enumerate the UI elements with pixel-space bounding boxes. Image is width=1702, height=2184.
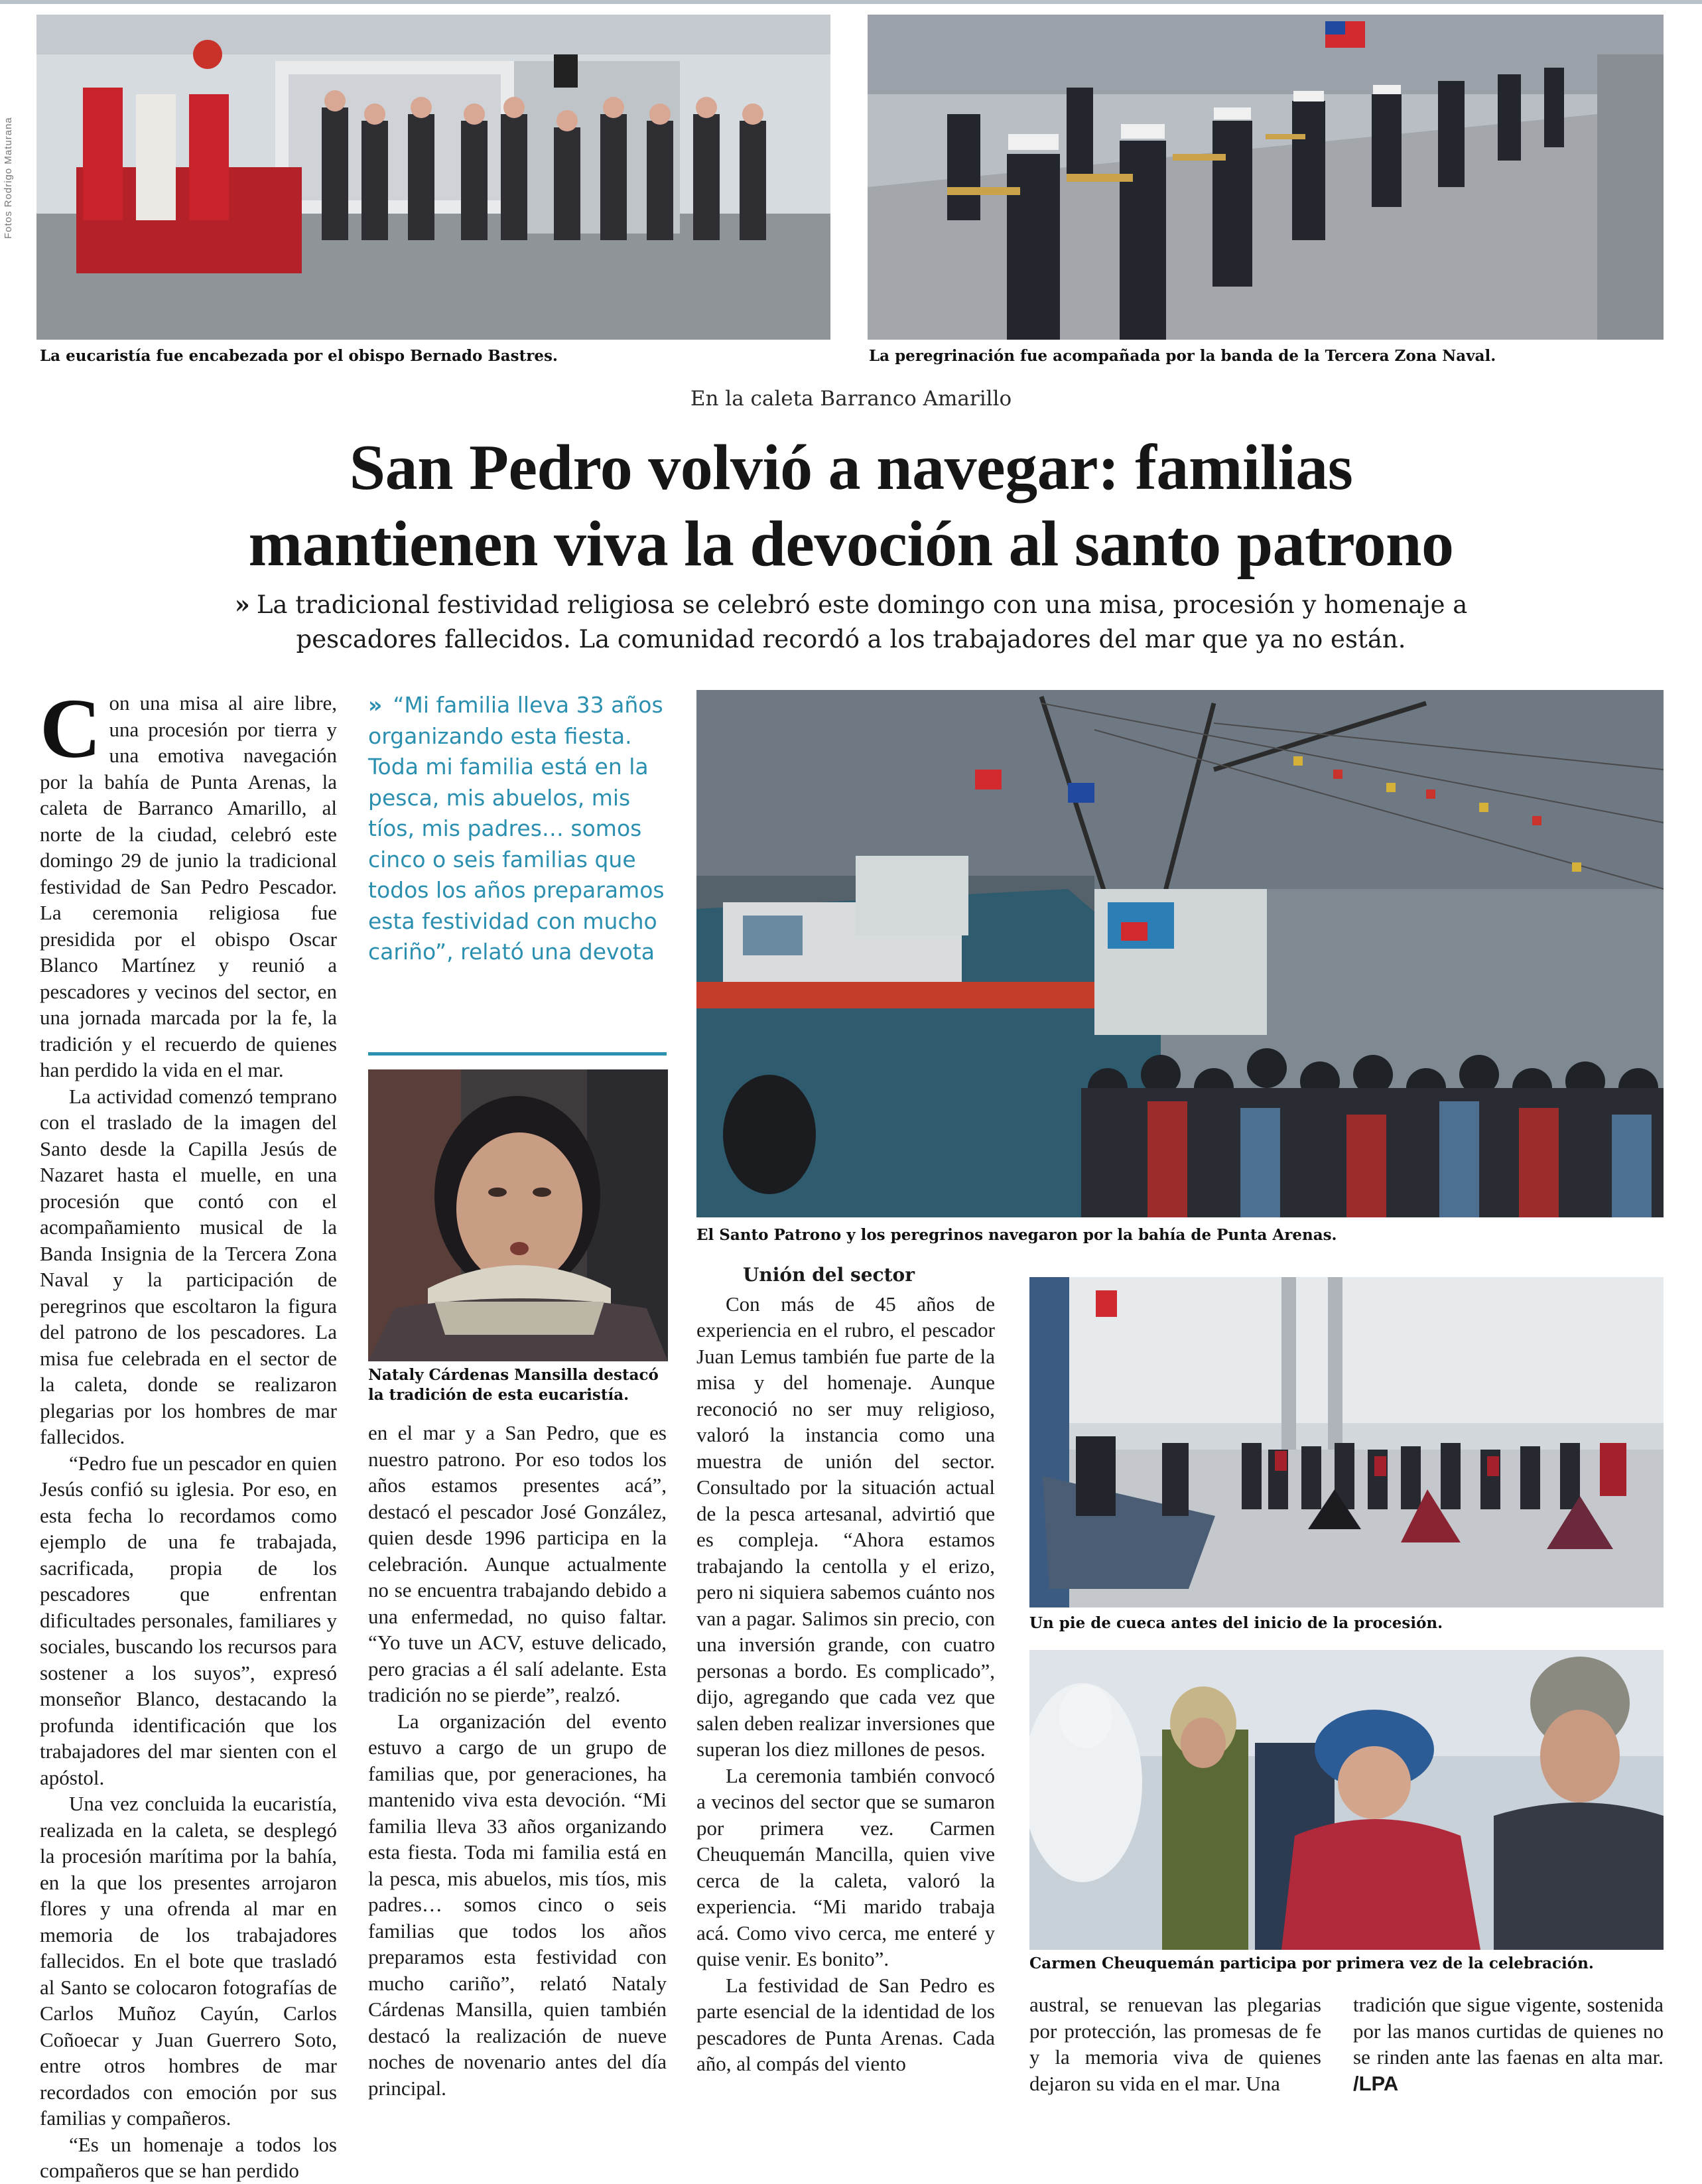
top-rule [0,0,1702,4]
photo-carmen [1029,1650,1664,1950]
body-column-1 [40,681,337,2184]
body-paragraph: Con más de 45 años de experiencia en el rubro, el pescador Juan Lemus también fue parte de la misa y del homenaje. Aunque reconoció no ser muy religioso, valoró la instancia como una muestra de unión del sector. Consultado por la situación actual de la pesca artesanal, advirtió que es compleja. “Ahora estamos trabajando la centolla y el erizo, pero ni siquiera sabemos cuánto nos van a pagar. Salimos sin precio, con una inversión grande, con cuatro personas a bordo. Es complicado”, dijo, agregando que cada vez que salen deben realizar inversiones que superan los diez millones de pesos. [696,1292,995,1761]
caption-photo-carmen: Carmen Cheuquemán participa por primera vez de la celebración. [1029,1954,1594,1972]
photo-naval-band [868,15,1664,340]
body-paragraph: Con una misa al aire libre, una procesión por tierra y una emotiva navegación por la bahía de Punta Arenas, la caleta de Barranco Amarillo, al norte de la ciudad, celebró este domingo 29 de junio la tradicional festividad de San Pedro Pescador. La ceremonia religiosa fue presidida por el obispo Oscar Blanco Martínez y reunió a pescadores y vecinos del sector, en una jornada marcada por la fe, la tradición y el recuerdo de quienes han perdido la vida en el mar. [40,681,337,1081]
photo-boat-procession [696,690,1664,1217]
photo-portrait-nataly [368,1069,668,1361]
body-paragraph: La festividad de San Pedro es parte esencial de la identidad de los pescadores de Punta Arenas. Cada año, al compás del viento [696,1973,995,2075]
body-paragraph: “Es un homenaje a todos los compañeros que se han perdido [40,2132,337,2182]
caption-photo-naval-band: La peregrinación fue acompañada por la banda de la Tercera Zona Naval. [869,347,1496,365]
photo-credit: Fotos Rodrigo Maturana [3,117,14,239]
drop-cap: C [40,681,101,776]
lead-arrow-icon: » [234,590,250,619]
body-paragraph: Una vez concluida la eucaristía, realizada en la caleta, se desplegó la procesión marítima por la bahía, en la que los presentes arrojaron flores y una ofrenda al mar en memoria de los trabajadores fallecidos. En el bote que trasladó al Santo se colocaron fotografías de Carlos Muñoz Cayún, Carlos Coñoecar y Juan Guerrero Soto, entre otros hombres de mar recordados con emoción por sus familias y compañeros. [40,1792,337,2130]
body-paragraph: La ceremonia también convocó a vecinos del sector que se sumaron por primera vez. Carmen Cheuquemán Mancilla, quien vive cerca de la caleta, valoró la experiencia. “Mi marido trabaja acá. Como vivo cerca, me enteré y quise venir. Es bonito”. [696,1763,995,1970]
body-paragraph: austral, se renuevan las plegarias por protección, las promesas de fe y la memoria viva de quienes dejaron su vida en el mar. Una [1029,1993,1321,2095]
lead-text: La tradicional festividad religiosa se celebró este domingo con una misa, procesión y homenaje a pescadores fallecidos. La comunidad recordó a los trabajadores del mar que ya no están. [256,590,1468,653]
photo-cueca-dance [1029,1277,1664,1607]
pull-quote-text: “Mi familia lleva 33 años organizando esta fiesta. Toda mi familia está en la pesca, mis abuelos, mis tíos, mis padres… somos cinco o seis familias que todos los años preparamos esta festividad con mucho cariño”, relató una devota [368,692,665,965]
photo-mass [36,15,830,340]
body-column-4 [1029,1992,1321,2096]
caption-photo-mass: La eucaristía fue encabezada por el obispo Bernado Bastres. [40,347,558,365]
headline-line-1: San Pedro volvió a navegar: familias [349,432,1353,504]
body-column-2 [368,1420,667,2101]
headline-line-2: mantienen viva la devoción al santo patrono [248,508,1454,580]
body-paragraph: La organización del evento estuvo a cargo de un grupo de familias que, por generaciones, ha mantenido viva esta devoción. “Mi familia lleva 33 años organizando esta fiesta. Toda mi familia está en la pesca, mis abuelos, mis tíos, mis padres… somos cinco o seis familias que todos los años preparamos esta festividad con mucho cariño”, relató Nataly Cárdenas Mansilla, quien también destacó la realización de nueve noches de novenario antes del día principal. [368,1709,667,2100]
body-paragraph: La actividad comenzó temprano con el traslado de la imagen del Santo desde la Capilla Jesús de Nazaret hasta el muelle, en una procesión que contó con el acompañamiento musical de la Banda Insignia de la Tercera Zona Naval y la participación de peregrinos que escoltaron la figura del patrono de los pescadores. La misa fue celebrada en el sector de la caleta, donde se realizaron plegarias por los hombres de mar fallecidos. [40,1084,337,1448]
pull-quote-arrow-icon: » [368,692,383,718]
body-paragraph: tradición que sigue vigente, sostenida por las manos curtidas de quienes no se rinden ante las faenas en alta mar. /LPA [1353,1993,1664,2095]
body-column-5 [1353,1992,1664,2096]
body-column-3 [696,1262,995,2077]
kicker: En la caleta Barranco Amarillo [690,387,1012,411]
author-signature: /LPA [1353,2071,1399,2095]
body-paragraph: “Pedro fue un pescador en quien Jesús confió su iglesia. Por eso, en esta fecha lo recordamos como ejemplo de una fe trabajada, sacrificada, propia de los pescadores que enfrentan dificultades personales, familiares y sociales, buscando los recursos para sostener a los suyos”, expresó monseñor Blanco, destacando la profunda identificación que los trabajadores del mar sienten con el apóstol. [40,1451,337,1789]
caption-photo-portrait: Nataly Cárdenas Mansilla destacó la tradición de esta eucaristía. [368,1366,659,1404]
subhead: Unión del sector [743,1264,915,1286]
caption-photo-cueca: Un pie de cueca antes del inicio de la procesión. [1029,1614,1443,1632]
body-paragraph: en el mar y a San Pedro, que es nuestro patrono. Por eso todos los años estamos presentes acá”, destacó el pescador José González, quien desde 1996 participa en la celebración. Aunque actualmente no se encuentra trabajando debido a una enfermedad, no quiso faltar. “Yo tuve un ACV, estuve delicado, pero gracias a él salí adelante. Esta tradición no se pierde”, realzó. [368,1421,667,1706]
lead-paragraph [219,587,1483,657]
pull-quote-rule [368,1052,667,1056]
caption-photo-boat: El Santo Patrono y los peregrinos navegaron por la bahía de Punta Arenas. [696,1226,1337,1244]
pull-quote [368,690,667,968]
